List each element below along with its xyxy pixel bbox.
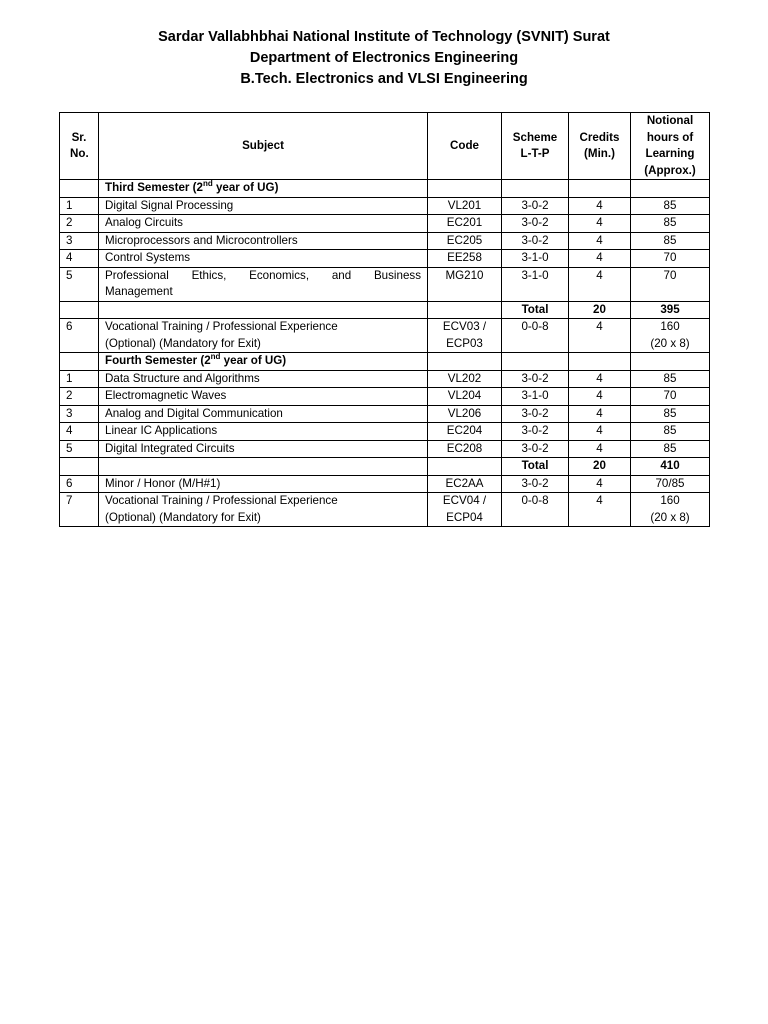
subject-name: Analog Circuits [99,215,428,233]
table-row: 6 Minor / Honor (M/H#1) EC2AA 3-0-2 4 70/85 [60,475,710,493]
subject-name: Digital Signal Processing [99,197,428,215]
table-row: 5 Digital Integrated Circuits EC208 3-0-2 4 85 [60,440,710,458]
document-header [0,27,768,90]
department-title: Department of Electronics Engineering [249,50,519,66]
subject-name: Microprocessors and Microcontrollers [99,232,428,250]
col-header-code: Code [428,113,502,180]
table-row: 2 Electromagnetic Waves VL204 3-1-0 4 70 [60,388,710,406]
fourth-semester-heading: Fourth Semester (2nd year of UG) [99,353,428,371]
subject-name: Minor / Honor (M/H#1) [99,475,428,493]
total-row [60,301,710,319]
subject-name: Linear IC Applications [99,423,428,441]
table-row: 7 Vocational Training / Professional Experience (Optional) (Mandatory for Exit) ECV04 / ECP04 0-0-8 4 160 (20 x 8) [60,493,710,527]
subject-name: Digital Integrated Circuits [99,440,428,458]
total-credits: 20 [569,458,631,476]
semester-heading-row [60,353,710,371]
subject-name: Data Structure and Algorithms [99,370,428,388]
total-hours: 410 [631,458,710,476]
table-row: 3 Microprocessors and Microcontrollers EC205 3-0-2 4 85 [60,232,710,250]
table-row: 1 Data Structure and Algorithms VL202 3-0-2 4 85 [60,370,710,388]
semester-heading-row [60,180,710,198]
table-row: 5 Professional Ethics, Economics, and Business Management MG210 3-1-0 4 70 [60,267,710,301]
table-row: 4 Linear IC Applications EC204 3-0-2 4 85 [60,423,710,441]
col-header-hours: Notional hours of Learning (Approx.) [631,113,710,180]
total-row [60,458,710,476]
col-header-credits: Credits (Min.) [569,113,631,180]
subject-name: Control Systems [99,250,428,268]
table-header-row [60,113,710,180]
table-row: 2 Analog Circuits EC201 3-0-2 4 85 [60,215,710,233]
table-row: 3 Analog and Digital Communication VL206 3-0-2 4 85 [60,405,710,423]
subject-name: Professional Ethics, Economics, and Business Management [99,267,428,301]
total-hours: 395 [631,301,710,319]
total-label: Total [502,301,569,319]
subject-name: Electromagnetic Waves [99,388,428,406]
table-row: 6 Vocational Training / Professional Experience (Optional) (Mandatory for Exit) ECV03 / ECP03 0-0-8 4 160 (20 x 8) [60,319,710,353]
institute-title: Sardar Vallabhbhai National Institute of Technology (SVNIT) Surat [158,29,610,45]
programme-title: B.Tech. Electronics and VLSI Engineering [240,71,528,87]
subject-name: Vocational Training / Professional Experience (Optional) (Mandatory for Exit) [99,493,428,527]
total-label: Total [502,458,569,476]
subject-name: Vocational Training / Professional Experience (Optional) (Mandatory for Exit) [99,319,428,353]
table-row: 4 Control Systems EE258 3-1-0 4 70 [60,250,710,268]
table-row: 1 Digital Signal Processing VL201 3-0-2 4 85 [60,197,710,215]
third-semester-heading: Third Semester (2nd year of UG) [99,180,428,198]
col-header-subject: Subject [99,113,428,180]
subject-name: Analog and Digital Communication [99,405,428,423]
total-credits: 20 [569,301,631,319]
col-header-sr: Sr. No. [60,113,99,180]
col-header-scheme: Scheme L-T-P [502,113,569,180]
course-table [59,112,710,527]
